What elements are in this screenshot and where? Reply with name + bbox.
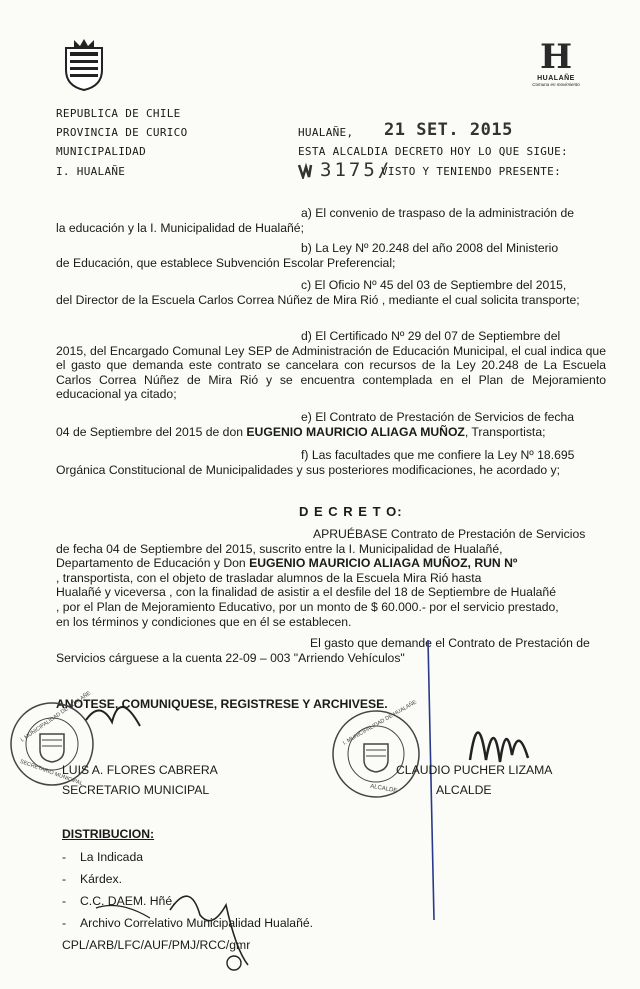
- closing-formula: ANOTESE, COMUNIQUESE, REGISTRESE Y ARCHIVESE.: [56, 697, 388, 711]
- list-item: - C.C. DAEM. Hñé.: [62, 894, 176, 908]
- secretary-role: SECRETARIO MUNICIPAL: [62, 783, 210, 797]
- distribution-title: DISTRIBUCION:: [62, 827, 155, 841]
- distribution-list: [62, 850, 313, 938]
- list-item: - Kárdex.: [62, 872, 123, 886]
- hualane-logo-letter: H: [539, 37, 573, 77]
- hualane-logo: [526, 37, 586, 96]
- secretary-stamp-top: I. MUNICIPALIDAD DE HUALAÑE: [19, 690, 93, 744]
- decree-date: 21 SET. 2015: [384, 120, 513, 140]
- secretary-name: LUIS A. FLORES CABRERA: [62, 763, 218, 777]
- decree-text-line2: Departamento de Educación y Don EUGENIO MAURICIO ALIAGA MUÑOZ, RUN Nº: [56, 556, 518, 571]
- consideration-e: e) El Contrato de Prestación de Servicios de fecha 04 de Septiembre del 2015 de don EUGENIO MAURICIO ALIAGA MUÑOZ, Transportista;: [56, 410, 575, 439]
- list-item: - La Indicada: [62, 850, 144, 864]
- header-place: HUALAÑE,: [298, 126, 354, 139]
- header-visto: VISTO Y TENIENDO PRESENTE:: [381, 165, 561, 178]
- consideration-c: c) El Oficio Nº 45 del 03 de Septiembre del 2015, del Director de la Escuela Carlos Correa Núñez de Mira Rió , mediante el cual solicita transporte;: [56, 278, 580, 307]
- consideration-a: a) El convenio de traspaso de la administración de la educación y la I. Municipalidad de Hualañé;: [56, 206, 575, 235]
- list-item: - Archivo Correlativo Municipalidad Hualañé.: [62, 916, 314, 930]
- stamp-mark-icon: [297, 163, 313, 179]
- header-commune: I. HUALAÑE: [56, 165, 126, 178]
- mayor-stamp-top: I. MUNICIPALIDAD DE HUALAÑE: [342, 699, 418, 747]
- decree-text-line4: Hualañé y viceversa , con la finalidad de asistir a el desfile del 18 de Septiembre de Hualañé: [56, 585, 556, 600]
- header-municipality: MUNICIPALIDAD: [56, 145, 146, 158]
- municipal-crest-logo: [60, 36, 108, 92]
- secretary-stamp-bottom: SECRETARIO MUNICIPAL: [18, 758, 84, 788]
- header-province: PROVINCIA DE CURICO: [56, 126, 188, 139]
- decree-text-line3: , transportista, con el objeto de trasladar alumnos de la Escuela Mira Rió hasta: [56, 570, 482, 585]
- hualane-logo-name: HUALAÑE: [537, 75, 575, 82]
- decree-text-line5: , por el Plan de Mejoramiento Educativo, por un monto de $ 60.000.- por el servicio prestado,: [56, 599, 559, 614]
- decreto-title: D E C R E T O:: [299, 504, 403, 519]
- consideration-f: f) Las facultades que me confiere la Ley Nº 18.695 Orgánica Constitucional de Municipalidades y sus posteriores modificaciones, he acordado y;: [56, 448, 575, 477]
- mayor-stamp: [330, 699, 422, 800]
- decree-text-first: APRUÉBASE Contrato de Prestación de Servicios: [313, 527, 586, 541]
- consideration-b: b) La Ley Nº 20.248 del año 2008 del Ministerio de Educación, que establece Subvención Escolar Preferencial;: [56, 241, 559, 270]
- header-republic: REPUBLICA DE CHILE: [56, 107, 181, 120]
- consideration-d: d) El Certificado Nº 29 del 07 de Septiembre del 2015, del Encargado Comunal Ley SEP de Administración de Educación Municipal, el cual indica que el gasto que demanda este contrato se cancelara con recursos de la Ley 20.248 de La Escuela Carlos Correa Núñez de Mira Rió y se encuentra contemplada en el Plan de Mejoramiento educacional ya citado;: [56, 329, 606, 402]
- mayor-name: CLAUDIO PUCHER LIZAMA: [396, 763, 553, 777]
- expense-paragraph: El gasto que demande el Contrato de Prestación de Servicios cárguese a la cuenta 22-09 – 003 "Arriendo Vehículos": [56, 636, 590, 665]
- mayor-stamp-bottom: ALCALDE: [369, 783, 398, 795]
- decree-text-line1: de fecha 04 de Septiembre del 2015, suscrito entre la I. Municipalidad de Hualañé,: [56, 541, 503, 556]
- header-decree-intro: ESTA ALCALDIA DECRETO HOY LO QUE SIGUE:: [298, 145, 568, 158]
- mayor-role: ALCALDE: [436, 783, 492, 797]
- hualane-logo-tagline: Comuna en movimiento: [532, 82, 580, 87]
- decree-number: 3175/: [320, 159, 393, 181]
- distribution-initials: CPL/ARB/LFC/AUF/PMJ/RCC/gmr: [62, 938, 251, 952]
- decree-text: [56, 527, 606, 629]
- decree-text-line6: en los términos y condiciones que en él se establecen.: [56, 614, 352, 629]
